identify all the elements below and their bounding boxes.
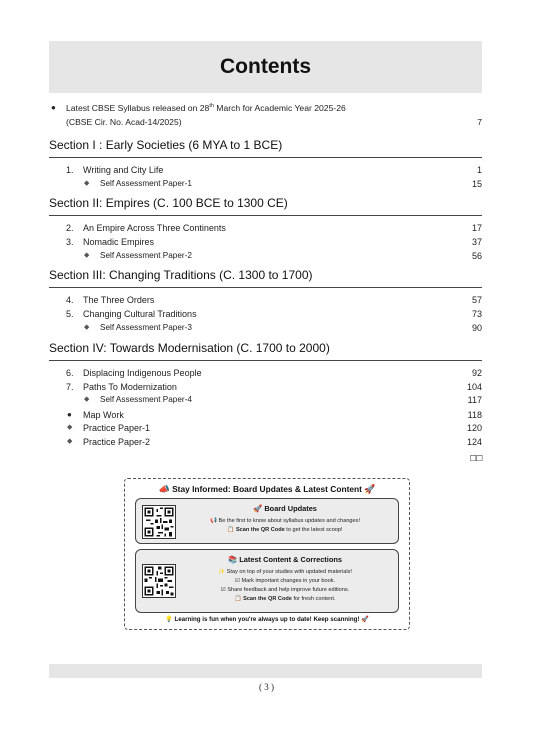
section-rule <box>49 287 482 288</box>
toc-entry: 4. The Three Orders 57 <box>66 295 482 305</box>
card-footer: 💡 Learning is fun when you're always up to date! Keep scanning! 🚀 <box>165 616 369 623</box>
rocket-icon: 🚀 <box>253 504 263 513</box>
section-heading-1: Section I : Early Societies (6 MYA to 1 BCE) <box>49 137 482 158</box>
toc-entry: 7. Paths To Modernization 104 <box>66 382 482 392</box>
section-rule <box>49 215 482 216</box>
rocket-icon: 🚀 <box>364 484 376 494</box>
toc-subentry: ◆ Self Assessment Paper-4 117 <box>84 395 482 405</box>
checkbox-icon: 📋 <box>227 527 235 533</box>
intro-line-1: Latest CBSE Syllabus released on 28th March for Academic Year 2025-26 <box>66 103 346 113</box>
checkbox-icon: ☑ <box>220 587 226 593</box>
diamond-icon: ◆ <box>84 252 90 259</box>
toc-entry: 1. Writing and City Life 1 <box>66 165 482 175</box>
books-icon: 📚 <box>228 555 238 564</box>
page-number: ( 3 ) <box>259 682 274 692</box>
toc-entry: 2. An Empire Across Three Continents 17 <box>66 223 482 233</box>
page-title: Contents <box>220 55 311 78</box>
qr-code-icon[interactable] <box>142 564 176 598</box>
megaphone-icon: 📣 <box>158 484 170 494</box>
diamond-icon: ◆ <box>67 424 73 431</box>
title-band <box>49 41 482 93</box>
section-heading-4: Section IV: Towards Modernisation (C. 1700 to 2000) <box>49 340 482 361</box>
panel-line: 📢 Be the first to know about syllabus updates and changes! <box>209 518 361 524</box>
toc-entry: ◆ Practice Paper-1 120 <box>67 423 482 433</box>
panel-heading: 🚀 Board Updates <box>253 504 317 513</box>
diamond-icon: ◆ <box>84 180 90 187</box>
toc-entry: ◆ Practice Paper-2 124 <box>67 437 482 447</box>
latest-content-panel <box>135 549 399 613</box>
diamond-icon: ◆ <box>67 438 73 445</box>
section-rule <box>49 360 482 361</box>
panel-heading: 📚 Latest Content & Corrections <box>228 555 342 564</box>
toc-entry: ● Map Work 118 <box>67 410 482 420</box>
sparkle-icon: ✨ <box>218 569 226 575</box>
panel-line: 📋 Scan the QR Code to get the latest scoop! <box>227 527 343 533</box>
checkbox-icon: 📋 <box>234 596 242 602</box>
panel-line: ☑ Mark important changes in your book. <box>234 578 336 584</box>
panel-line: ☑ Share feedback and help improve future editions. <box>220 587 350 593</box>
card-title: 📣 Stay Informed: Board Updates & Latest Content 🚀 <box>158 484 376 494</box>
toc-subentry: ◆ Self Assessment Paper-2 56 <box>84 251 482 261</box>
megaphone-icon: 📢 <box>209 518 217 524</box>
info-card <box>124 478 410 630</box>
section-heading-3: Section III: Changing Traditions (C. 1300 to 1700) <box>49 267 482 288</box>
section-heading-2: Section II: Empires (C. 100 BCE to 1300 CE) <box>49 195 482 216</box>
diamond-icon: ◆ <box>84 396 90 403</box>
checkbox-icon: ☑ <box>234 578 240 584</box>
toc-subentry: ◆ Self Assessment Paper-1 15 <box>84 179 482 189</box>
checkbox-icon: ☐☐ <box>469 454 482 463</box>
rocket-icon: 🚀 <box>361 616 369 623</box>
board-updates-panel <box>135 498 399 544</box>
footer-band <box>49 664 482 678</box>
intro-line-2: (CBSE Cir. No. Acad-14/2025) <box>66 117 182 127</box>
page-ref: 7 <box>477 117 482 127</box>
qr-code-icon[interactable] <box>142 505 176 539</box>
panel-line: 📋 Scan the QR Code for fresh content. <box>234 596 336 602</box>
bullet-icon: ● <box>67 410 72 419</box>
toc-entry: 5. Changing Cultural Traditions 73 <box>66 309 482 319</box>
bullet-icon: ● <box>51 103 56 112</box>
lightbulb-icon: 💡 <box>165 616 173 623</box>
panel-line: ✨ Stay on top of your studies with updated materials! <box>218 569 352 575</box>
toc-entry: 3. Nomadic Empires 37 <box>66 237 482 247</box>
toc-subentry: ◆ Self Assessment Paper-3 90 <box>84 323 482 333</box>
toc-entry: 6. Displacing Indigenous People 92 <box>66 368 482 378</box>
diamond-icon: ◆ <box>84 324 90 331</box>
section-rule <box>49 157 482 158</box>
